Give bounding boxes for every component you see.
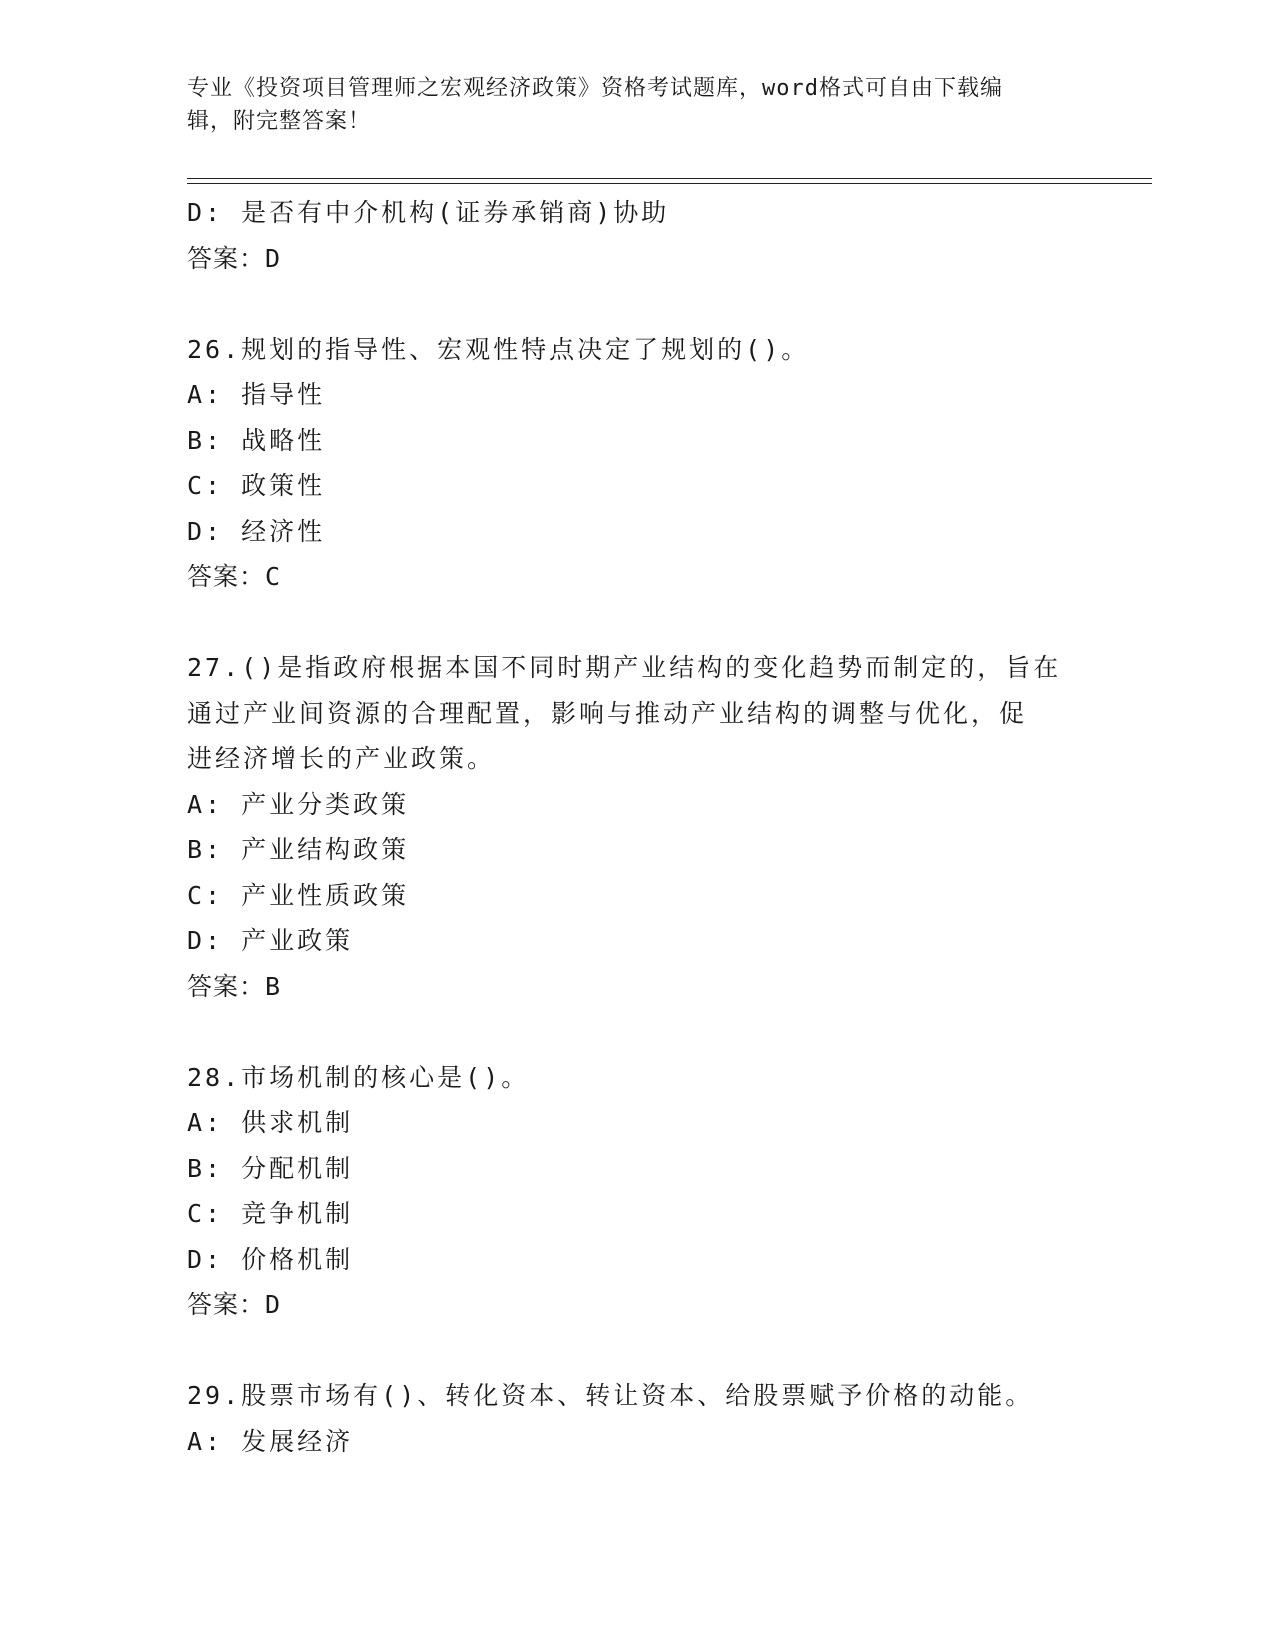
option-d: D: 是否有中介机构(证券承销商)协助 <box>187 198 670 227</box>
option-c: C: 产业性质政策 <box>187 880 410 910</box>
header-divider-top <box>187 178 1152 179</box>
question-stem-line-1: 27.()是指政府根据本国不同时期产业结构的变化趋势而制定的，旨在 <box>187 653 1062 682</box>
question-27 <box>187 645 1087 1009</box>
spacer <box>187 1009 1087 1055</box>
question-stem-line-3: 进经济增长的产业政策。 <box>187 744 496 773</box>
document-header <box>187 72 1067 138</box>
option-a: A: 指导性 <box>187 380 326 409</box>
answer-line: 答案：C <box>187 562 282 591</box>
question-25-tail <box>187 190 1087 281</box>
header-line-2: 辑，附完整答案！ <box>187 109 372 134</box>
option-b: B: 战略性 <box>187 425 326 455</box>
option-b: B: 分配机制 <box>187 1153 354 1183</box>
option-d: D: 产业政策 <box>187 926 354 955</box>
spacer <box>187 281 1087 327</box>
spacer <box>187 600 1087 646</box>
answer-line: 答案：D <box>187 1290 282 1319</box>
question-stem-line-2: 通过产业间资源的合理配置，影响与推动产业结构的调整与优化，促 <box>187 698 1028 728</box>
question-28 <box>187 1055 1087 1328</box>
question-stem: 29.股票市场有()、转化资本、转让资本、给股票赋予价格的动能。 <box>187 1381 1034 1410</box>
option-d: D: 经济性 <box>187 516 326 546</box>
question-stem: 28.市场机制的核心是()。 <box>187 1062 530 1092</box>
header-line-1: 专业《投资项目管理师之宏观经济政策》资格考试题库，word格式可自由下载编 <box>187 76 1003 101</box>
question-29 <box>187 1373 1087 1464</box>
header-divider-bottom <box>187 183 1152 184</box>
option-a: A: 产业分类政策 <box>187 789 410 819</box>
option-d: D: 价格机制 <box>187 1244 354 1274</box>
answer-line: 答案：D <box>187 243 282 273</box>
question-list <box>187 190 1087 1464</box>
option-a: A: 供求机制 <box>187 1108 354 1137</box>
option-c: C: 政策性 <box>187 471 326 500</box>
question-stem: 26.规划的指导性、宏观性特点决定了规划的()。 <box>187 334 810 364</box>
option-a: A: 发展经济 <box>187 1426 354 1456</box>
answer-line: 答案：B <box>187 971 282 1001</box>
option-c: C: 竞争机制 <box>187 1199 354 1228</box>
option-b: B: 产业结构政策 <box>187 835 410 864</box>
spacer <box>187 1328 1087 1374</box>
question-26 <box>187 327 1087 600</box>
